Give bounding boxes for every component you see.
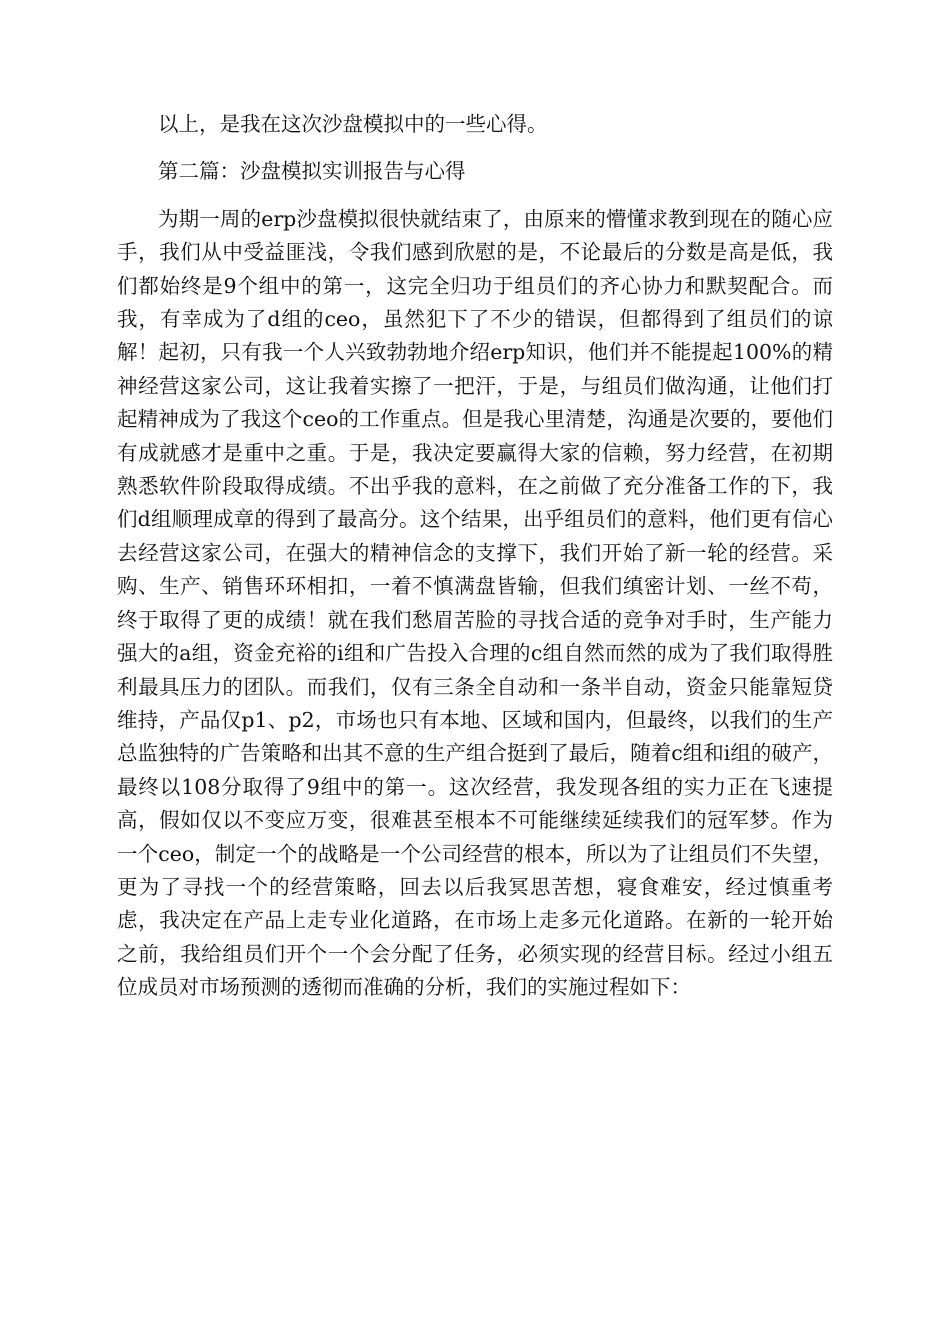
section-title: 第二篇：沙盘模拟实训报告与心得: [158, 159, 466, 184]
body-paragraph: 为期一周的erp沙盘模拟很快就结束了，由原来的懵懂求教到现在的随心应手，我们从中受益匪浅，令我们感到欣慰的是，不论最后的分数是高是低，我们都始终是9个组中的第一，这完全归功于组员们的齐心协力和默契配合。而我，有幸成为了d组的ceo，虽然犯下了不少的错误，但都得到了组员们的谅解！起初，只有我一个人兴致勃勃地介绍erp知识，他们并不能提起100%的精神经营这家公司，这让我着实擦了一把汗，于是，与组员们做沟通，让他们打起精神成为了我这个ceo的工作重点。但是我心里清楚，沟通是次要的，要他们有成就感才是重中之重。于是，我决定要赢得大家的信赖，努力经营，在初期熟悉软件阶段取得成绩。不出乎我的意料，在之前做了充分准备工作的下，我们d组顺理成章的得到了最高分。这个结果，出乎组员们的意料，他们更有信心去经营这家公司，在强大的精神信念的支撑下，我们开始了新一轮的经营。采购、生产、销售环环相扣，一着不慎满盘皆输，但我们缜密计划、一丝不苟，终于取得了更的成绩！就在我们愁眉苦脸的寻找合适的竞争对手时，生产能力强大的a组，资金充裕的i组和广告投入合理的c组自然而然的成为了我们取得胜利最具压力的团队。而我们，仅有三条全自动和一条半自动，资金只能靠短贷维持，产品仅p1、p2，市场也只有本地、区域和国内，但最终，以我们的生产总监独特的广告策略和出其不意的生产组合挺到了最后，随着c组和i组的破产，最终以108分取得了9组中的第一。这次经营，我发现各组的实力正在飞速提高，假如仅以不变应万变，很难甚至根本不可能继续延续我们的冠军梦。作为一个ceo，制定一个的战略是一个公司经营的根本，所以为了让组员们不失望，更为了寻找一个的经营策略，回去以后我冥思苦想，寝食难安，经过慎重考虑，我决定在产品上走专业化道路，在市场上走多元化道路。在新的一轮开始之前，我给组员们开个一个会分配了任务，必须实现的经营目标。经过小组五位成员对市场预测的透彻而准确的分析，我们的实施过程如下：: [117, 206, 833, 1000]
intro-line: 以上，是我在这次沙盘模拟中的一些心得。: [158, 112, 548, 136]
document-page: [117, 108, 833, 1005]
